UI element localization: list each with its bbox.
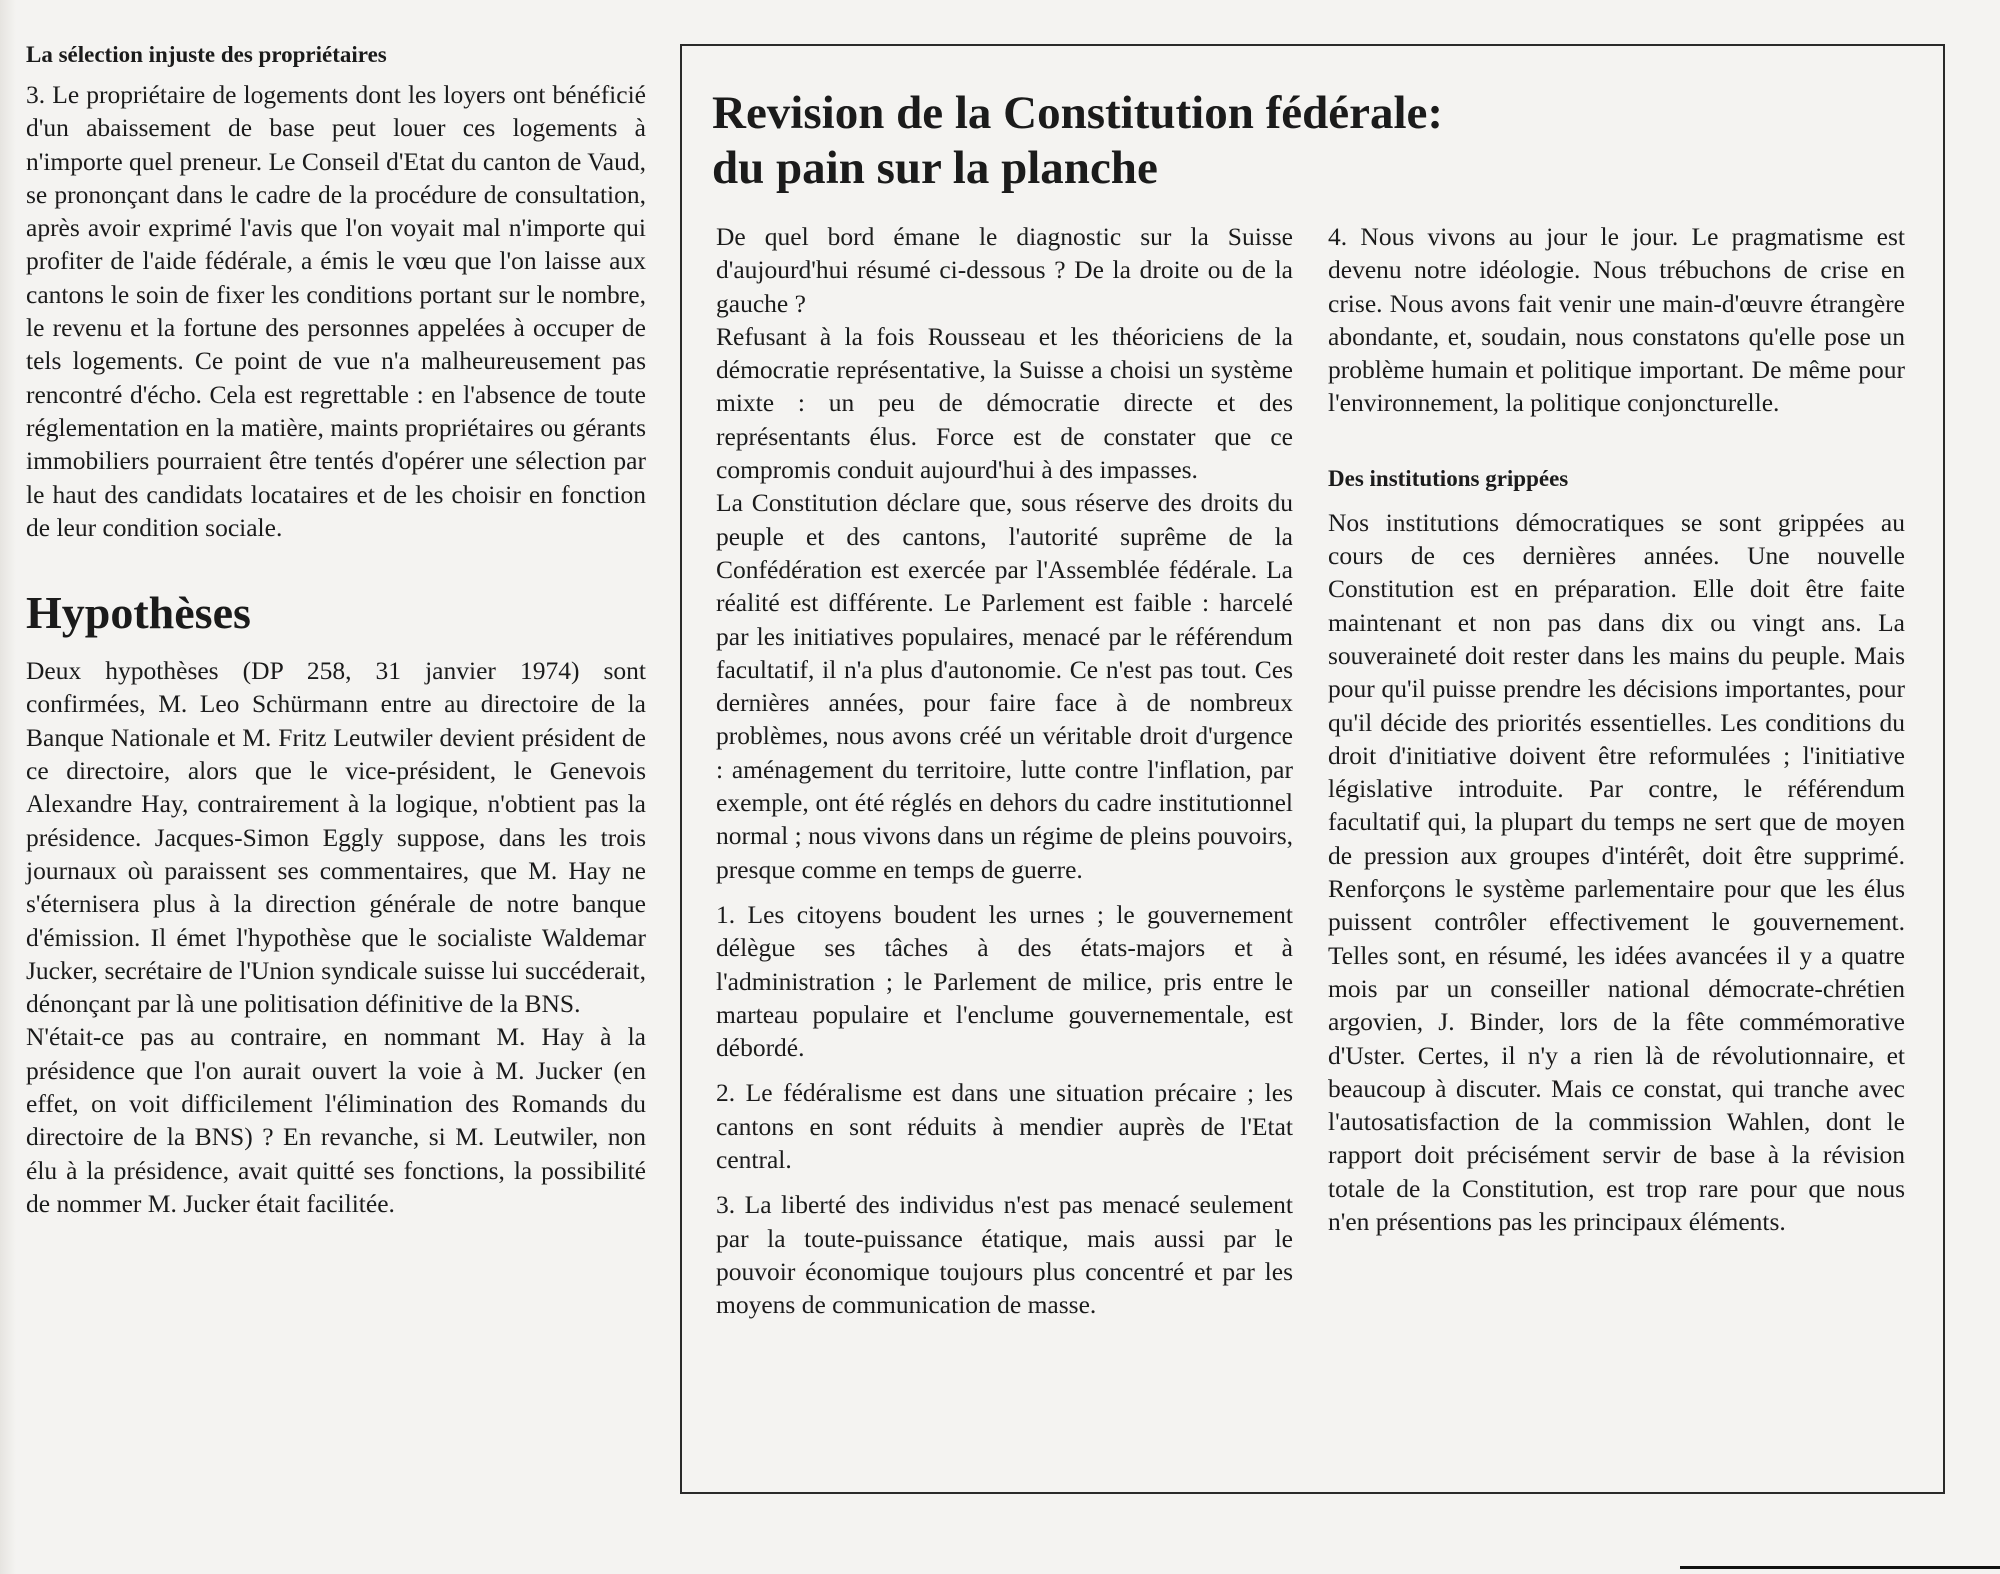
article-point-2: 2. Le fédéralisme est dans une situation précaire ; les cantons en sont réduits à mendier auprès de l'Etat central. [716, 1078, 1293, 1175]
article-paragraph-institutions: Nos institutions démocratiques se sont grippées au cours de ces dernières années. Une nouvelle Constitution est en préparation. Elle doit être faite maintenant et non pas dans dix ou vingt ans. La souveraineté doit rester dans les mains du peuple. Mais pour qu'il puisse prendre les décisions importantes, pour qu'il décide des priorités essentielles. Les conditions du droit d'initiative doivent être reformulées ; l'initiative législative introduite. Par contre, le référendum facultatif qui, la plupart du temps ne sert que de moyen de pression aux groupes d'intérêt, doit être supprimé. Renforçons le système parlementaire pour que les élus puissent contrôler effectivement le gouvernement. Telles sont, en résumé, les idées avancées il y a quatre mois par un conseiller national démocrate-chrétien argovien, J. Binder, lors de la fête commémorative d'Uster. Certes, il n'y a rien là de révolutionnaire, et beaucoup à discuter. Mais ce constat, qui tranche avec l'autosatisfaction de la commission Wahlen, dont le rapport doit précisément servir de base à la révision totale de la Constitution, est trop rare pour que nous n'en présentions pas les principaux éléments. [1328, 507, 1905, 1237]
section-heading-selection: La sélection injuste des propriétaires [26, 42, 387, 67]
article-title-line-2: du pain sur la planche [712, 142, 1158, 194]
article-column-1 [716, 220, 1293, 1322]
article-paragraph-system: Refusant à la fois Rousseau et les théoriciens de la démocratie représentative, la Suisse a choisi un système mixte : un peu de démocratie directe et des représentants élus. Force est de constater que ce compromis conduit aujourd'hui à des impasses. [716, 321, 1293, 485]
article-title-line-1: Revision de la Constitution fédérale: [712, 87, 1444, 139]
article-point-4: 4. Nous vivons au jour le jour. Le pragmatisme est devenu notre idéologie. Nous trébuchons de crise en crise. Nous avons fait venir une main-d'œuvre étrangère abondante, et, soudain, nous constatons qu'elle pose un problème humain et politique important. De même pour l'environnement, la politique conjoncturelle. [1328, 222, 1905, 418]
article-subheading-institutions: Des institutions grippées [1328, 465, 1569, 491]
article-point-1: 1. Les citoyens boudent les urnes ; le gouvernement délègue ses tâches à des états-majors et à l'administration ; le Parlement de milice, pris entre le marteau populaire et l'enclume gouvernementale, est débordé. [716, 899, 1293, 1063]
article-title [712, 86, 1912, 196]
paragraph-hypotheses-1: Deux hypothèses (DP 258, 31 janvier 1974) sont confirmées, M. Leo Schürmann entre au directoire de la Banque Nationale et M. Fritz Leutwiler devient président de ce directoire, alors que le vice-président, le Genevois Alexandre Hay, contrairement à la logique, n'obtient pas la présidence. Jacques-Simon Eggly suppose, dans les trois journaux où paraissent ses commentaires, que M. Hay ne s'éternisera plus à la direction générale de notre banque d'émission. Il émet l'hypothèse que le socialiste Waldemar Jucker, secrétaire de l'Union syndicale suisse lui succéderait, dénonçant par là une politisation définitive de la BNS. [26, 656, 646, 1019]
section-heading-hypotheses: Hypothèses [26, 587, 251, 639]
article-column-2 [1328, 220, 1905, 1238]
boxed-article [680, 44, 1945, 1494]
paragraph-selection: 3. Le propriétaire de logements dont les loyers ont bénéficié d'un abaissement de base peut louer ces logements à n'importe quel preneur. Le Conseil d'Etat du canton de Vaud, se prononçant dans le cadre de la procédure de consultation, après avoir exprimé l'avis que l'on voyait mal n'importe qui profiter de l'aide fédérale, a émis le vœu que l'on laisse aux cantons le soin de fixer les conditions portant sur le nombre, le revenu et la fortune des personnes appelées à occuper de tels logements. Ce point de vue n'a malheureusement pas rencontré d'écho. Cela est regrettable : en l'absence de toute réglementation en la matière, maints propriétaires ou gérants immobiliers pourraient être tentés d'opérer une sélection par le haut des candidats locataires et de les choisir en fonction de leur condition sociale. [26, 80, 646, 542]
page-margin-shadow [0, 0, 16, 1574]
article-intro-question: De quel bord émane le diagnostic sur la Suisse d'aujourd'hui résumé ci-dessous ? De la droite ou de la gauche ? [716, 222, 1293, 318]
page-bottom-rule [1680, 1566, 2000, 1569]
article-paragraph-constitution: La Constitution déclare que, sous réserve des droits du peuple et des cantons, l'autorité suprême de la Confédération est exercée par l'Assemblée fédérale. La réalité est différente. Le Parlement est faible : harcelé par les initiatives populaires, menacé par le référendum facultatif, il n'a plus d'autonomie. Ce n'est pas tout. Ces dernières années, pour faire face à de nombreux problèmes, nous avons créé un véritable droit d'urgence : aménagement du territoire, lutte contre l'inflation, par exemple, ont été réglés en dehors du cadre institutionnel normal ; nous vivons dans un régime de pleins pouvoirs, presque comme en temps de guerre. [716, 488, 1293, 884]
left-column [26, 40, 646, 1220]
paragraph-hypotheses-2: N'était-ce pas au contraire, en nommant M. Hay à la présidence que l'on aurait ouvert la voie à M. Jucker (en effet, on voit difficilement l'élimination des Romands du directoire de la BNS) ? En revanche, si M. Leutwiler, non élu à la présidence, avait quitté ses fonctions, la possibilité de nommer M. Jucker était facilitée. [26, 1022, 646, 1218]
article-point-3: 3. La liberté des individus n'est pas menacé seulement par la toute-puissance étatique, mais aussi par le pouvoir économique toujours plus concentré et par les moyens de communication de masse. [716, 1190, 1293, 1320]
